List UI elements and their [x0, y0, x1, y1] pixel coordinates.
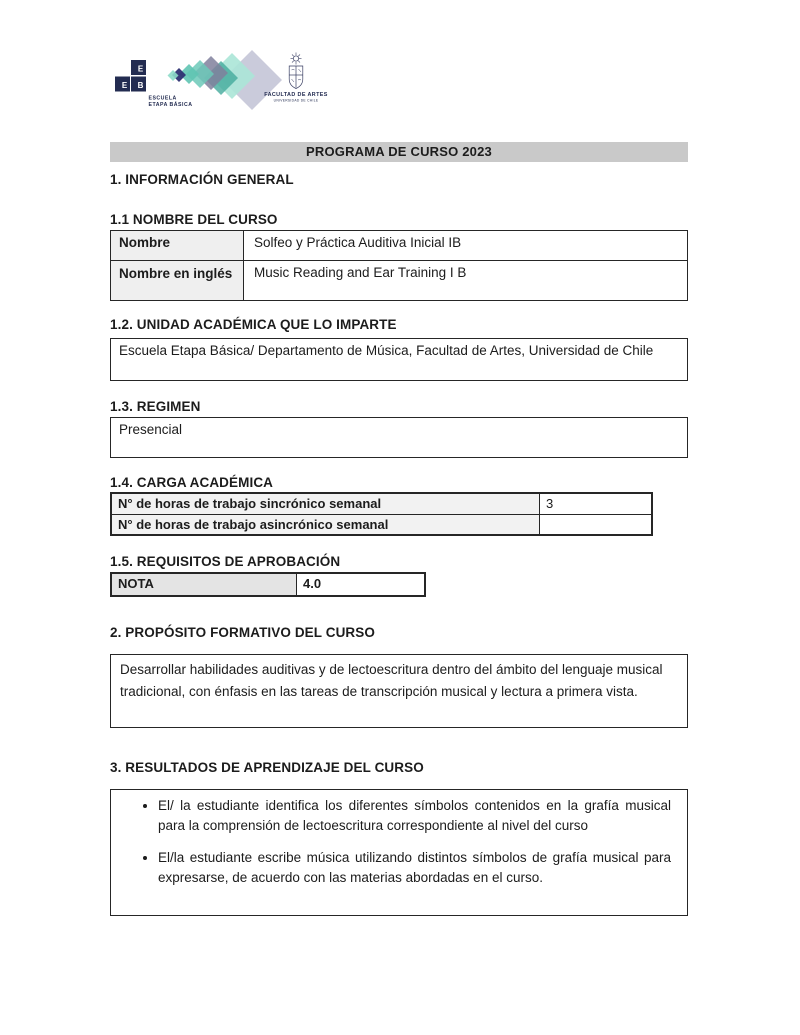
table-row: [111, 231, 687, 260]
eeb-letter-e2: E: [121, 81, 128, 90]
heading-nombre-curso: 1.1 NOMBRE DEL CURSO: [110, 212, 278, 227]
table-carga-academica: [110, 492, 653, 536]
cell-horas-asincronico-label: N° de horas de trabajo asincrónico semanal: [112, 515, 540, 534]
heading-regimen: 1.3. REGIMEN: [110, 399, 201, 414]
logo-graphic: [110, 47, 360, 115]
list-item: • El/ la estudiante identifica los diferentes símbolos contenidos en la grafía musical para la comprensión de lectoescritura correspondiente al nivel del curso: [158, 796, 671, 835]
cell-nota-label: NOTA: [112, 574, 297, 595]
cell-nota-value: 4.0: [297, 574, 424, 595]
cell-nombre-ingles-label: Nombre en inglés: [111, 261, 244, 300]
document-title-bar: PROGRAMA DE CURSO 2023: [110, 142, 688, 162]
heading-info-general: 1. INFORMACIÓN GENERAL: [110, 172, 294, 187]
heading-carga-academica: 1.4. CARGA ACADÉMICA: [110, 475, 274, 490]
faculty-name: FACULTAD DE ARTES: [264, 92, 328, 98]
eeb-mark: [115, 60, 192, 108]
heading-unidad-academica: 1.2. UNIDAD ACADÉMICA QUE LO IMPARTE: [110, 317, 397, 332]
table-row: [112, 514, 651, 534]
cell-horas-sincronico-label: N° de horas de trabajo sincrónico semanal: [112, 494, 540, 514]
table-requisitos: [110, 572, 426, 597]
table-row: [112, 494, 651, 514]
heading-requisitos: 1.5. REQUISITOS DE APROBACIÓN: [110, 554, 341, 569]
box-proposito: Desarrollar habilidades auditivas y de lectoescritura dentro del ámbito del lenguaje musical tradicional, con énfasis en las tareas de transcripción musical y lectura a primera vista.: [110, 654, 688, 728]
university-name: UNIVERSIDAD DE CHILE: [273, 98, 319, 103]
list-item: • El/la estudiante escribe música utilizando distintos símbolos de grafía musical para expresarse, de acuerdo con las materias abordadas en el curso.: [158, 848, 671, 887]
eeb-letter-e1: E: [137, 64, 144, 74]
cell-nombre-ingles-value: Music Reading and Ear Training I B: [244, 261, 687, 300]
resultados-list: [111, 790, 687, 887]
cell-nombre-value: Solfeo y Práctica Auditiva Inicial IB: [244, 231, 687, 260]
box-regimen: Presencial: [110, 417, 688, 458]
table-row: [111, 260, 687, 300]
heading-proposito: 2. PROPÓSITO FORMATIVO DEL CURSO: [110, 625, 375, 640]
school-name-line2: ETAPA BÁSICA: [148, 102, 193, 108]
university-crest-icon: [289, 53, 303, 89]
school-name-line1: ESCUELA: [148, 95, 177, 102]
cell-horas-asincronico-value: [540, 515, 651, 534]
logo: [110, 47, 360, 115]
table-nombre-curso: [110, 230, 688, 301]
table-row: [112, 574, 424, 595]
box-unidad-academica: Escuela Etapa Básica/ Departamento de Música, Facultad de Artes, Universidad de Chile: [110, 338, 688, 381]
diamond-cluster: [167, 50, 282, 110]
cell-nombre-label: Nombre: [111, 231, 244, 260]
heading-resultados: 3. RESULTADOS DE APRENDIZAJE DEL CURSO: [110, 760, 424, 775]
box-resultados: [110, 789, 688, 916]
eeb-letter-b: B: [137, 81, 144, 90]
cell-horas-sincronico-value: 3: [540, 494, 651, 514]
